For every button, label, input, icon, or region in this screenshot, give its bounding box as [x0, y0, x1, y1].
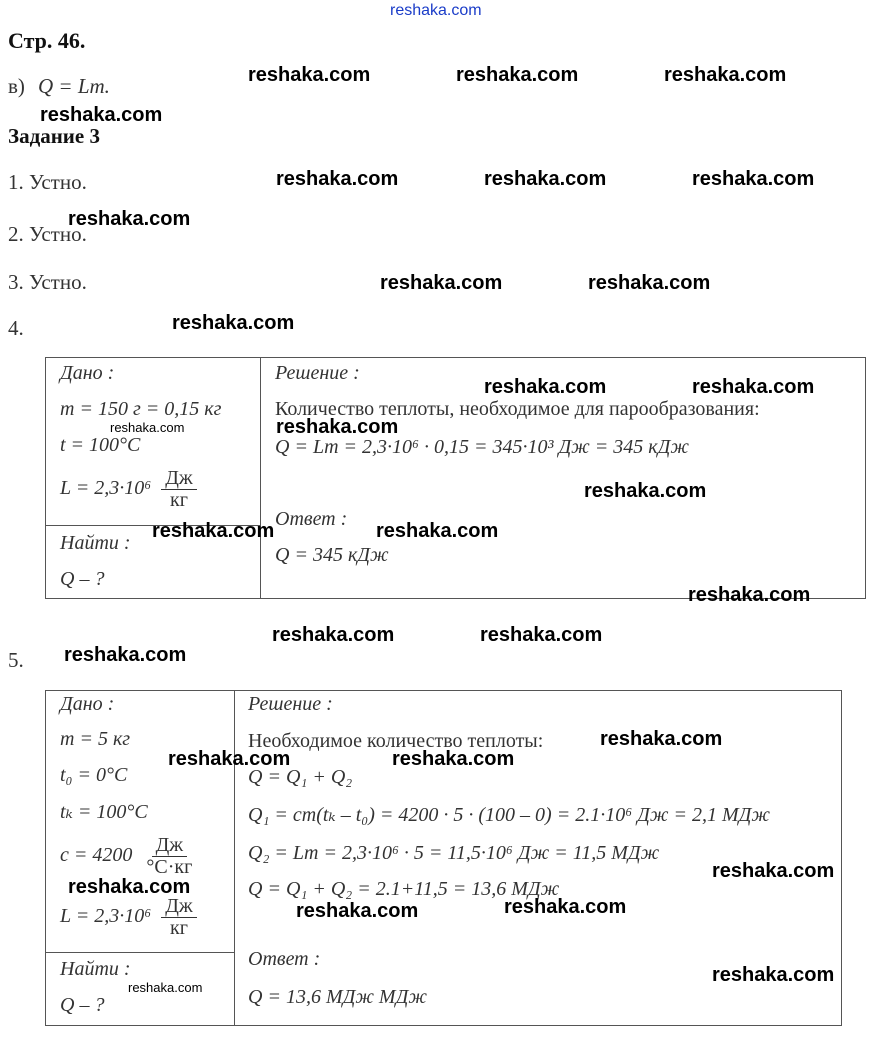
watermark-text: reshaka.com [480, 624, 603, 646]
watermark-text: reshaka.com [248, 64, 371, 86]
watermark-text: reshaka.com [484, 168, 607, 190]
problem4-answer: Q = 345 кДж [275, 544, 389, 566]
watermark-text: reshaka.com [392, 748, 515, 770]
problem4-find: Q – ? [60, 568, 105, 590]
watermark-text: reshaka.com [588, 272, 711, 294]
watermark-text: reshaka.com [68, 208, 191, 230]
problem5-solution-line-4: Q₂ = Lm = 2,3·10⁶ · 5 = 11,5·10⁶ Дж = 11,5 МДж [248, 842, 660, 864]
problem5-given-heat: L = 2,3·10⁶ $\frac{Дж}{кг}$ [60, 896, 197, 939]
problem5-given-t0: t₀ = 0°C [60, 764, 128, 786]
watermark-text: reshaka.com [152, 520, 275, 542]
oral-item-1: 1. Устно. [8, 170, 87, 194]
problem5-find: Q – ? [60, 994, 105, 1016]
problem5-solution-line-5: Q = Q₁ + Q₂ = 2.1+11,5 = 13,6 МДж [248, 878, 560, 900]
problem5-solution-line-2: Q = Q₁ + Q₂ [248, 766, 353, 788]
watermark-text: reshaka.com [600, 728, 723, 750]
task-title: Задание 3 [8, 124, 100, 148]
watermark-text: reshaka.com [712, 860, 835, 882]
problem5-solution-line-1: Необходимое количество теплоты: [248, 730, 544, 752]
problem4-find-label: Найти : [60, 532, 131, 554]
problem4-given-heat: L = 2,3·10⁶ $\frac{Дж}{кг}$ [60, 468, 197, 511]
problem4-number: 4. [8, 316, 24, 340]
problem5-solution-line-3: Q₁ = cm(tₖ – t₀) = 4200 · 5 · (100 – 0) = 2.1·10⁶ Дж = 2,1 МДж [248, 804, 770, 826]
problem4-solution-line-1: Количество теплоты, необходимое для парообразования: [275, 398, 760, 420]
problem5-given-tk: tₖ = 100°C [60, 801, 148, 823]
watermark-text: reshaka.com [664, 64, 787, 86]
oral-item-3: 3. Устно. [8, 270, 87, 294]
problem4-solution-line-2: Q = Lm = 2,3·10⁶ · 0,15 = 345·10³ Дж = 345 кДж [275, 436, 689, 458]
watermark-text: reshaka.com [276, 168, 399, 190]
watermark-text: reshaka.com [376, 520, 499, 542]
watermark-text: reshaka.com [712, 964, 835, 986]
problem5-number: 5. [8, 648, 24, 672]
page-title: Стр. 46. [8, 28, 86, 53]
problem4-answer-label: Ответ : [275, 508, 348, 530]
problem4-given-label: Дано : [60, 362, 115, 384]
watermark-text: reshaka.com [296, 900, 419, 922]
oral-item-2: 2. Устно. [8, 222, 87, 246]
watermark-small: reshaka.com [110, 420, 185, 435]
watermark-top: reshaka.com [390, 2, 482, 19]
item-v-formula: Q = Lm. [38, 74, 110, 98]
watermark-text: reshaka.com [272, 624, 395, 646]
item-v-label: в) [8, 74, 25, 98]
watermark-text: reshaka.com [456, 64, 579, 86]
watermark-text: reshaka.com [40, 104, 163, 126]
problem4-given-temp: t = 100°C [60, 434, 141, 456]
watermark-text: reshaka.com [692, 168, 815, 190]
watermark-text: reshaka.com [584, 480, 707, 502]
watermark-text: reshaka.com [484, 376, 607, 398]
problem5-given-mass: m = 5 кг [60, 728, 131, 750]
watermark-text: reshaka.com [172, 312, 295, 334]
problem5-answer-label: Ответ : [248, 948, 321, 970]
problem5-find-label: Найти : [60, 958, 131, 980]
problem5-given-c: c = 4200 $\frac{Дж}{^\circ C\cdot кг}$ [60, 834, 193, 878]
problem5-answer: Q = 13,6 МДж МДж [248, 986, 427, 1008]
problem4-given-mass: m = 150 г = 0,15 кг [60, 398, 222, 420]
watermark-text: reshaka.com [504, 896, 627, 918]
watermark-text: reshaka.com [64, 644, 187, 666]
watermark-text: reshaka.com [168, 748, 291, 770]
watermark-text: reshaka.com [68, 876, 191, 898]
problem5-given-label: Дано : [60, 693, 115, 715]
problem5-solution-label: Решение : [248, 693, 333, 715]
watermark-text: reshaka.com [380, 272, 503, 294]
problem4-solution-label: Решение : [275, 362, 360, 384]
watermark-text: reshaka.com [276, 416, 399, 438]
watermark-text: reshaka.com [692, 376, 815, 398]
watermark-text: reshaka.com [688, 584, 811, 606]
watermark-small: reshaka.com [128, 980, 203, 995]
